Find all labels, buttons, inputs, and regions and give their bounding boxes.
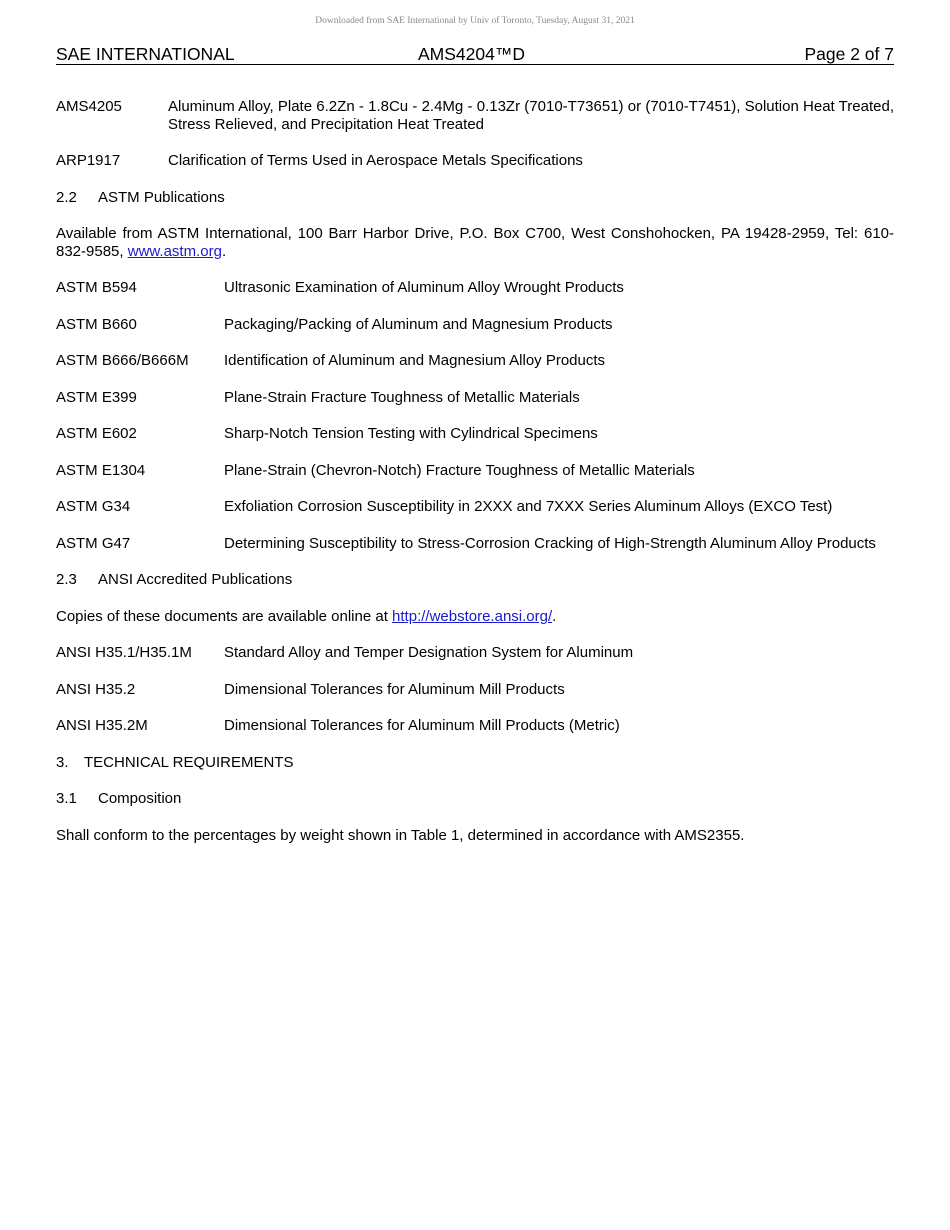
section-number: 2.3 bbox=[56, 571, 77, 588]
download-watermark: Downloaded from SAE International by Univ of Toronto, Tuesday, August 31, 2021 bbox=[315, 16, 635, 26]
reference-code: ASTM G47 bbox=[56, 535, 131, 552]
reference-description: Ultrasonic Examination of Aluminum Alloy Wrought Products bbox=[224, 279, 624, 296]
reference-code: ASTM G34 bbox=[56, 498, 131, 515]
reference-code: ARP1917 bbox=[56, 152, 121, 169]
section-heading-2-2 bbox=[56, 189, 225, 207]
reference-code: ASTM B660 bbox=[56, 316, 137, 333]
reference-code: ASTM B594 bbox=[56, 279, 137, 296]
section-title: ANSI Accredited Publications bbox=[98, 571, 293, 588]
punctuation: . bbox=[552, 608, 557, 625]
reference-description: Dimensional Tolerances for Aluminum Mill Products bbox=[224, 681, 565, 698]
reference-code: ASTM E602 bbox=[56, 425, 137, 442]
astm-website-link[interactable]: www.astm.org bbox=[127, 243, 222, 260]
page-header bbox=[56, 44, 894, 65]
reference-description: Plane-Strain Fracture Toughness of Metallic Materials bbox=[224, 389, 580, 406]
reference-description: Dimensional Tolerances for Aluminum Mill Products (Metric) bbox=[224, 717, 620, 734]
reference-description: Packaging/Packing of Aluminum and Magnesium Products bbox=[224, 316, 613, 333]
reference-code: ASTM E1304 bbox=[56, 462, 146, 479]
header-document-number: AMS4204™D bbox=[418, 44, 525, 64]
section-heading-2-3 bbox=[56, 571, 292, 589]
reference-description: Sharp-Notch Tension Testing with Cylindrical Specimens bbox=[224, 425, 598, 442]
paragraph-text: Available from ASTM International, 100 Barr Harbor Drive, P.O. Box C700, West Conshohocken, PA 19428-2959, Tel: 610-832-9585, bbox=[56, 225, 894, 260]
punctuation: . bbox=[221, 243, 227, 260]
ansi-availability-paragraph bbox=[56, 608, 894, 626]
reference-description: Determining Susceptibility to Stress-Corrosion Cracking of High-Strength Aluminum Alloy Products bbox=[224, 535, 876, 552]
paragraph-text: Copies of these documents are available online at bbox=[56, 608, 388, 625]
section-title: Composition bbox=[98, 790, 182, 807]
reference-description: Plane-Strain (Chevron-Notch) Fracture Toughness of Metallic Materials bbox=[224, 462, 695, 479]
reference-description: Identification of Aluminum and Magnesium Alloy Products bbox=[224, 352, 606, 369]
section-heading-3 bbox=[56, 754, 293, 772]
ansi-webstore-link[interactable]: http://webstore.ansi.org/ bbox=[392, 608, 553, 625]
reference-code: ASTM E399 bbox=[56, 389, 137, 406]
reference-description: Clarification of Terms Used in Aerospace Metals Specifications bbox=[168, 152, 583, 169]
header-page-number: Page 2 of 7 bbox=[804, 44, 894, 64]
section-heading-3-1 bbox=[56, 790, 181, 808]
reference-code: AMS4205 bbox=[56, 98, 122, 115]
section-number: 2.2 bbox=[56, 189, 77, 206]
reference-code: ASTM B666/B666M bbox=[56, 352, 189, 369]
reference-description: Aluminum Alloy, Plate 6.2Zn - 1.8Cu - 2.4Mg - 0.13Zr (7010-T73651) or (7010-T7451), Solution Heat Treated, Stress Relieved, and Precipitation Heat Treated bbox=[168, 98, 894, 133]
reference-code: ANSI H35.2 bbox=[56, 681, 136, 698]
header-organization: SAE INTERNATIONAL bbox=[56, 44, 235, 64]
reference-code: ANSI H35.2M bbox=[56, 717, 148, 734]
section-title: ASTM Publications bbox=[98, 189, 225, 206]
section-number: 3. bbox=[56, 754, 69, 771]
reference-description: Standard Alloy and Temper Designation System for Aluminum bbox=[224, 644, 634, 661]
section-title: TECHNICAL REQUIREMENTS bbox=[84, 754, 294, 771]
reference-description: Exfoliation Corrosion Susceptibility in 2XXX and 7XXX Series Aluminum Alloys (EXCO Test) bbox=[224, 498, 833, 515]
composition-paragraph: Shall conform to the percentages by weight shown in Table 1, determined in accordance with AMS2355. bbox=[56, 827, 745, 844]
astm-availability-paragraph bbox=[56, 225, 894, 261]
section-number: 3.1 bbox=[56, 790, 77, 807]
reference-code: ANSI H35.1/H35.1M bbox=[56, 644, 192, 661]
